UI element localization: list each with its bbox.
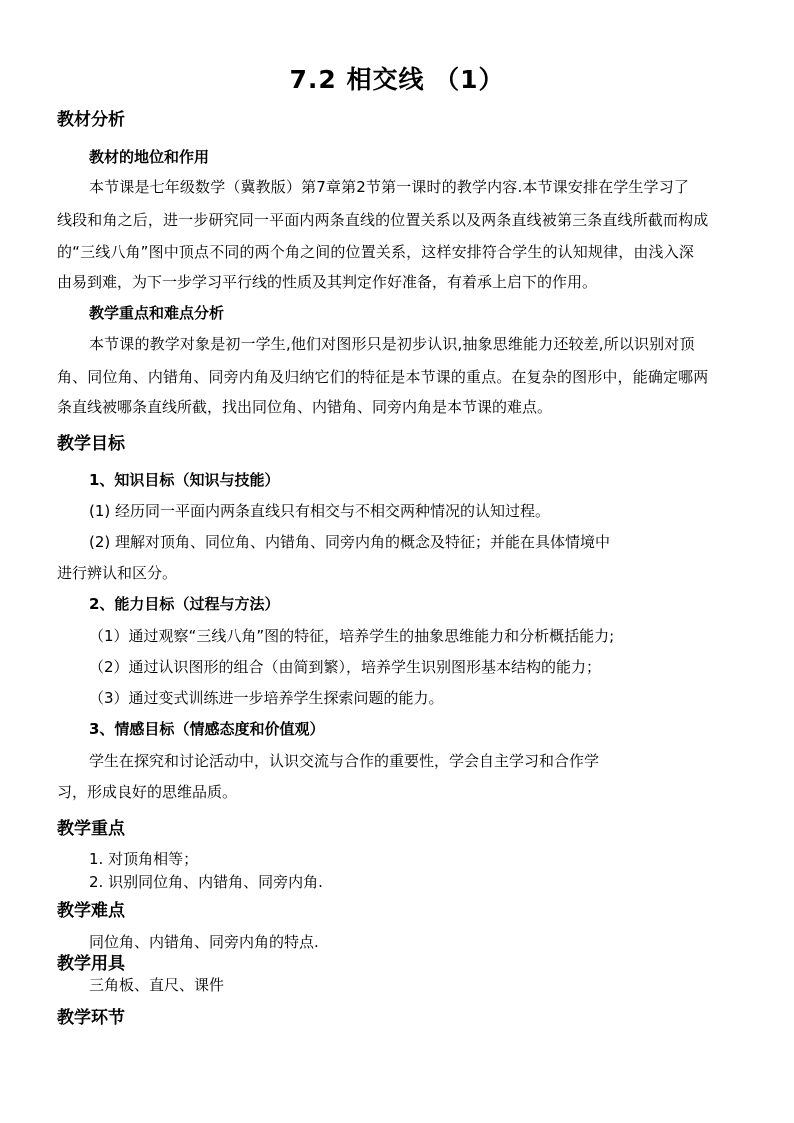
subheading-position-role: 教材的地位和作用: [89, 148, 210, 166]
key-point-item: 1. 对顶角相等；: [89, 850, 199, 868]
tools-text: 三角板、直尺、课件: [89, 976, 225, 994]
goal-item: （2）通过认识图形的组合（由简到繁），培养学生识别图形基本结构的能力；: [89, 658, 602, 676]
goal-heading-knowledge: 1、知识目标（知识与技能）: [89, 471, 280, 489]
section-heading-analysis: 教材分析: [57, 110, 125, 130]
section-heading-tools: 教学用具: [57, 954, 125, 974]
goal-item: (2) 理解对顶角、同位角、内错角、同旁内角的概念及特征；并能在具体情境中: [89, 533, 611, 551]
paragraph-line: 角、同位角、内错角、同旁内角及归纳它们的特征是本节课的重点。在复杂的图形中，能确定哪两: [57, 368, 709, 386]
paragraph-line: 线段和角之后，进一步研究同一平面内两条直线的位置关系以及两条直线被第三条直线所截而构成: [57, 211, 709, 229]
key-point-item: 2. 识别同位角、内错角、同旁内角.: [89, 873, 323, 891]
paragraph-line: 条直线被哪条直线所截，找出同位角、内错角、同旁内角是本节课的难点。: [57, 398, 553, 416]
paragraph-line: 由易到难，为下一步学习平行线的性质及其判定作好准备，有着承上启下的作用。: [57, 273, 598, 291]
paragraph-line: 的“三线八角”图中顶点不同的两个角之间的位置关系，这样安排符合学生的认知规律，由浅入深: [57, 243, 694, 261]
document-title: 7.2 相交线 （1）: [289, 65, 505, 94]
goal-item: (1) 经历同一平面内两条直线只有相交与不相交两种情况的认知过程。: [89, 502, 551, 520]
goal-heading-ability: 2、能力目标（过程与方法）: [89, 595, 280, 613]
paragraph-line: 本节课的教学对象是初一学生,他们对图形只是初步认识,抽象思维能力还较差,所以识别对顶: [89, 335, 695, 353]
goal-item: （3）通过变式训练进一步培养学生探索问题的能力。: [89, 689, 444, 707]
goal-heading-emotion: 3、情感目标（情感态度和价值观）: [89, 720, 325, 738]
goal-item: （1）通过观察“三线八角”图的特征，培养学生的抽象思维能力和分析概括能力;: [89, 627, 615, 645]
goal-item: 进行辨认和区分。: [57, 564, 178, 582]
difficulty-text: 同位角、内错角、同旁内角的特点.: [89, 933, 319, 951]
goal-item: 习，形成良好的思维品质。: [57, 783, 238, 801]
section-heading-key-points: 教学重点: [57, 819, 125, 839]
section-heading-goals: 教学目标: [57, 434, 125, 454]
section-heading-difficulties: 教学难点: [57, 901, 125, 921]
section-heading-process: 教学环节: [57, 1008, 125, 1028]
subheading-key-difficult-analysis: 教学重点和难点分析: [89, 304, 225, 322]
paragraph-line: 本节课是七年级数学（冀教版）第7章第2节第一课时的教学内容.本节课安排在学生学习了: [89, 178, 690, 196]
goal-item: 学生在探究和讨论活动中，认识交流与合作的重要性，学会自主学习和合作学: [89, 752, 600, 770]
